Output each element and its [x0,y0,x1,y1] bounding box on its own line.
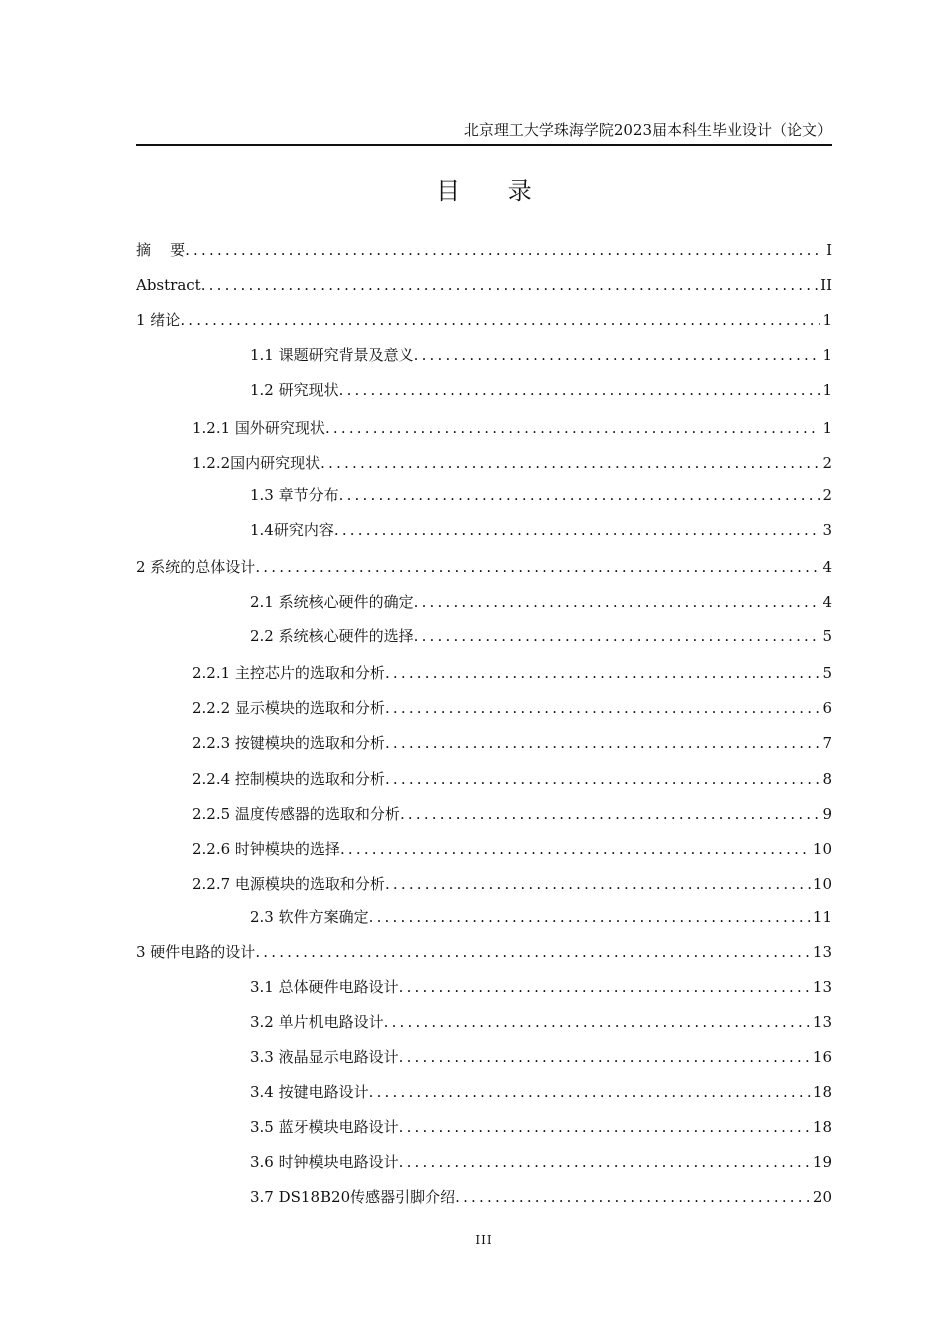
toc-entry-label: 3.3 液晶显示电路设计 [250,1048,399,1066]
toc-entry-label: 2 系统的总体设计 [136,558,256,576]
toc-leader-dots [399,1151,811,1173]
running-header: 北京理工大学珠海学院2023届本科生毕业设计（论文） [463,121,832,139]
toc-entry-3-4[interactable] [250,1081,832,1103]
toc-entry-label: 3.7 DS18B20传感器引脚介绍 [250,1188,456,1206]
toc-entry-label: 2.2 系统核心硬件的选择 [250,627,414,645]
toc-entry-label: 摘 要 [136,241,186,259]
toc-entry-label: 2.2.6 时钟模块的选择 [192,840,340,858]
toc-entry-page: 3 [822,521,832,539]
toc-leader-dots [369,906,811,928]
toc-entry-page: 2 [822,454,832,472]
toc-entry-label: 3.2 单片机电路设计 [250,1013,384,1031]
toc-entry-3-6[interactable] [250,1151,832,1173]
toc-entry-label: 3 硬件电路的设计 [136,943,256,961]
toc-leader-dots [385,768,821,790]
toc-leader-dots [325,417,821,439]
toc-entry-2-2-2[interactable] [192,697,832,719]
toc-leader-dots [399,1116,811,1138]
toc-leader-dots [414,591,821,613]
toc-entry-page: 8 [822,770,832,788]
toc-entry-page: 5 [822,627,832,645]
toc-entry-label: 1.4研究内容 [250,521,334,539]
toc-entry-2-2-6[interactable] [192,838,832,860]
toc-leader-dots [180,309,820,331]
toc-entry-abstract-en[interactable] [136,274,832,296]
toc-entry-page: 1 [822,311,832,329]
toc-leader-dots [385,697,821,719]
toc-leader-dots [340,838,811,860]
toc-leader-dots [201,274,818,296]
toc-entry-page: 10 [812,875,832,893]
toc-entry-2-2-7[interactable] [192,873,832,895]
toc-entry-label: 3.1 总体硬件电路设计 [250,978,399,996]
toc-entry-page: 16 [812,1048,832,1066]
toc-entry-label: 1 绪论 [136,311,181,329]
toc-entry-label: 2.2.4 控制模块的选取和分析 [192,770,385,788]
toc-entry-2-2[interactable] [250,625,832,647]
toc-entry-label: 2.2.7 电源模块的选取和分析 [192,875,385,893]
toc-entry-1-2-1[interactable] [192,417,832,439]
toc-entry-page: 18 [812,1118,832,1136]
toc-entry-page: I [826,241,832,259]
toc-leader-dots [385,732,821,754]
toc-leader-dots [369,1081,811,1103]
toc-entry-1-3[interactable] [250,484,832,506]
toc-entry-label: 1.2.2国内研究现状 [192,454,321,472]
toc-entry-1-1[interactable] [250,344,832,366]
toc-leader-dots [400,803,821,825]
toc-entry-chapter-3[interactable] [136,941,832,963]
toc-leader-dots [255,556,820,578]
toc-entry-label: Abstract [136,276,201,294]
toc-entry-page: 13 [812,1013,832,1031]
toc-entry-label: 3.5 蓝牙模块电路设计 [250,1118,399,1136]
toc-entry-2-2-5[interactable] [192,803,832,825]
toc-entry-label: 1.3 章节分布 [250,486,339,504]
toc-leader-dots [320,452,820,474]
toc-leader-dots [334,519,821,541]
page-title: 目 录 [436,177,552,205]
toc-entry-label: 2.2.3 按键模块的选取和分析 [192,734,385,752]
toc-entry-page: 18 [812,1083,832,1101]
toc-entry-3-1[interactable] [250,976,832,998]
toc-leader-dots [385,662,821,684]
toc-entry-page: 9 [822,805,832,823]
toc-entry-2-2-3[interactable] [192,732,832,754]
toc-entry-page: 10 [812,840,832,858]
toc-entry-page: 7 [822,734,832,752]
toc-entry-2-3[interactable] [250,906,832,928]
toc-entry-page: 11 [812,908,832,926]
toc-entry-label: 3.6 时钟模块电路设计 [250,1153,399,1171]
toc-entry-page: 1 [822,419,832,437]
toc-entry-label: 1.1 课题研究背景及意义 [250,346,414,364]
toc-entry-abstract-cn[interactable] [136,239,832,261]
toc-entry-page: 13 [812,978,832,996]
toc-entry-label: 2.2.1 主控芯片的选取和分析 [192,664,385,682]
toc-entry-chapter-1[interactable] [136,309,832,331]
toc-leader-dots [339,379,821,401]
toc-entry-label: 2.2.2 显示模块的选取和分析 [192,699,385,717]
toc-leader-dots [339,484,821,506]
toc-entry-page: 6 [822,699,832,717]
page-number: III [475,1233,493,1247]
toc-leader-dots [414,625,821,647]
toc-entry-page: 19 [812,1153,832,1171]
toc-entry-page: II [820,276,832,294]
toc-entry-page: 4 [822,558,832,576]
toc-entry-1-2[interactable] [250,379,832,401]
toc-entry-page: 5 [822,664,832,682]
toc-entry-3-7[interactable] [250,1186,832,1208]
toc-entry-page: 4 [822,593,832,611]
toc-entry-page: 2 [822,486,832,504]
toc-entry-1-4[interactable] [250,519,832,541]
toc-entry-label: 1.2.1 国外研究现状 [192,419,325,437]
toc-entry-3-5[interactable] [250,1116,832,1138]
toc-entry-label: 1.2 研究现状 [250,381,339,399]
toc-entry-1-2-2[interactable] [192,452,832,474]
toc-leader-dots [255,941,811,963]
toc-entry-page: 20 [812,1188,832,1206]
toc-leader-dots [399,1046,811,1068]
toc-leader-dots [399,976,811,998]
toc-leader-dots [385,873,811,895]
toc-entry-label: 3.4 按键电路设计 [250,1083,369,1101]
toc-leader-dots [185,239,824,261]
toc-entry-label: 2.1 系统核心硬件的确定 [250,593,414,611]
toc-entry-2-2-4[interactable] [192,768,832,790]
toc-entry-2-1[interactable] [250,591,832,613]
toc-entry-label: 2.2.5 温度传感器的选取和分析 [192,805,400,823]
toc-entry-label: 2.3 软件方案确定 [250,908,369,926]
toc-leader-dots [384,1011,811,1033]
toc-entry-3-3[interactable] [250,1046,832,1068]
toc-leader-dots [455,1186,811,1208]
toc-entry-page: 1 [822,346,832,364]
toc-entry-2-2-1[interactable] [192,662,832,684]
toc-leader-dots [414,344,821,366]
toc-entry-3-2[interactable] [250,1011,832,1033]
toc-entry-page: 13 [812,943,832,961]
toc-entry-page: 1 [822,381,832,399]
toc-entry-chapter-2[interactable] [136,556,832,578]
